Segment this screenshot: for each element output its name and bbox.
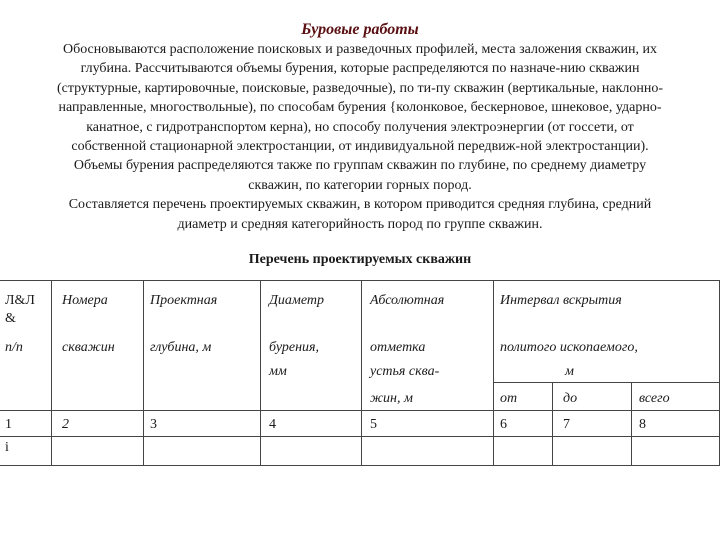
paragraph-line: глубина. Рассчитываются объемы бурения, которые распределяются по назначе-нию скважин bbox=[80, 61, 640, 77]
table-col-divider bbox=[361, 280, 362, 466]
table-col-divider bbox=[260, 280, 261, 466]
column-number: 5 bbox=[370, 417, 377, 432]
table-rule-header-bottom bbox=[0, 410, 720, 411]
header-cell-elevation: отметка bbox=[370, 340, 426, 355]
paragraph-line: собственной стационарной электростанции, от индивидуальной передвиж-ной электростанции). bbox=[71, 139, 649, 155]
paragraph-line: диаметр и средняя категорийность пород по группе скважин. bbox=[177, 216, 543, 232]
header-cell-depth: глубина, м bbox=[150, 340, 212, 355]
header-cell-depth: Проектная bbox=[150, 293, 218, 308]
paragraph-line: Составляется перечень проектируемых скважин, в котором приводится средняя глубина, средний bbox=[68, 197, 652, 213]
table-col-divider bbox=[493, 280, 494, 466]
table-title: Перечень проектируемых скважин bbox=[248, 252, 472, 267]
header-cell-elevation: Абсолютная bbox=[370, 293, 445, 308]
column-number: 7 bbox=[563, 417, 570, 432]
table-rule-subheader bbox=[493, 382, 720, 383]
header-cell-index: п/п bbox=[5, 340, 23, 355]
column-number: 6 bbox=[500, 417, 507, 432]
column-number: 1 bbox=[5, 417, 12, 432]
table-col-divider bbox=[143, 280, 144, 466]
table-rule-bottom bbox=[0, 465, 720, 466]
paragraph-line: скважин, по категории горных пород. bbox=[248, 177, 472, 193]
table-col-divider bbox=[552, 382, 553, 466]
subheader-to: до bbox=[563, 391, 578, 406]
header-cell-well-number: скважин bbox=[62, 340, 115, 355]
paragraph-line: Обосновываются расположение поисковых и разведочных профилей, места заложения скважин, их bbox=[62, 42, 658, 57]
wells-table bbox=[0, 280, 720, 466]
subheader-from: от bbox=[500, 391, 518, 406]
column-number: і bbox=[5, 440, 9, 455]
table-col-divider bbox=[51, 280, 52, 466]
header-cell-elevation: устья сква- bbox=[370, 364, 440, 379]
column-number: 8 bbox=[639, 417, 646, 432]
paragraph-line: направленные, многоствольные), по способам бурения {колонковое, бескерновое, шнековое, ударно- bbox=[58, 100, 662, 116]
column-number: 4 bbox=[269, 417, 276, 432]
header-cell-diameter: Диаметр bbox=[269, 293, 324, 308]
header-cell-elevation: жин, м bbox=[370, 391, 413, 406]
body-paragraph bbox=[8, 40, 712, 234]
header-cell-diameter: бурения, bbox=[269, 340, 320, 355]
paragraph-line: канатное, с гидротранспортом керна), но способу получения электроэнергии (от госсети, от bbox=[86, 119, 634, 135]
header-cell-index: & bbox=[5, 311, 16, 326]
table-rule-number-row bbox=[0, 436, 720, 437]
header-cell-interval: Интервал вскрытия bbox=[500, 293, 622, 308]
column-number: 2 bbox=[62, 417, 69, 432]
header-cell-diameter: мм bbox=[269, 364, 287, 379]
header-cell-interval: м bbox=[565, 364, 574, 379]
column-number: 3 bbox=[150, 417, 157, 432]
paragraph-line: Объемы бурения распределяются также по группам скважин по глубине, по среднему диаметру bbox=[73, 158, 647, 174]
header-cell-interval: политого ископаемого, bbox=[500, 340, 638, 355]
paragraph-line: (структурные, картировочные, поисковые, разведочные), по ти-пу скважин (вертикальные, наклонно- bbox=[56, 80, 664, 96]
header-cell-index: Л&Л bbox=[5, 293, 35, 308]
table-col-divider bbox=[631, 382, 632, 466]
header-cell-well-number: Номера bbox=[62, 293, 108, 308]
subheader-total: всего bbox=[639, 391, 670, 406]
document-title: Буровые работы bbox=[301, 21, 419, 38]
table-rule-top bbox=[0, 280, 720, 281]
